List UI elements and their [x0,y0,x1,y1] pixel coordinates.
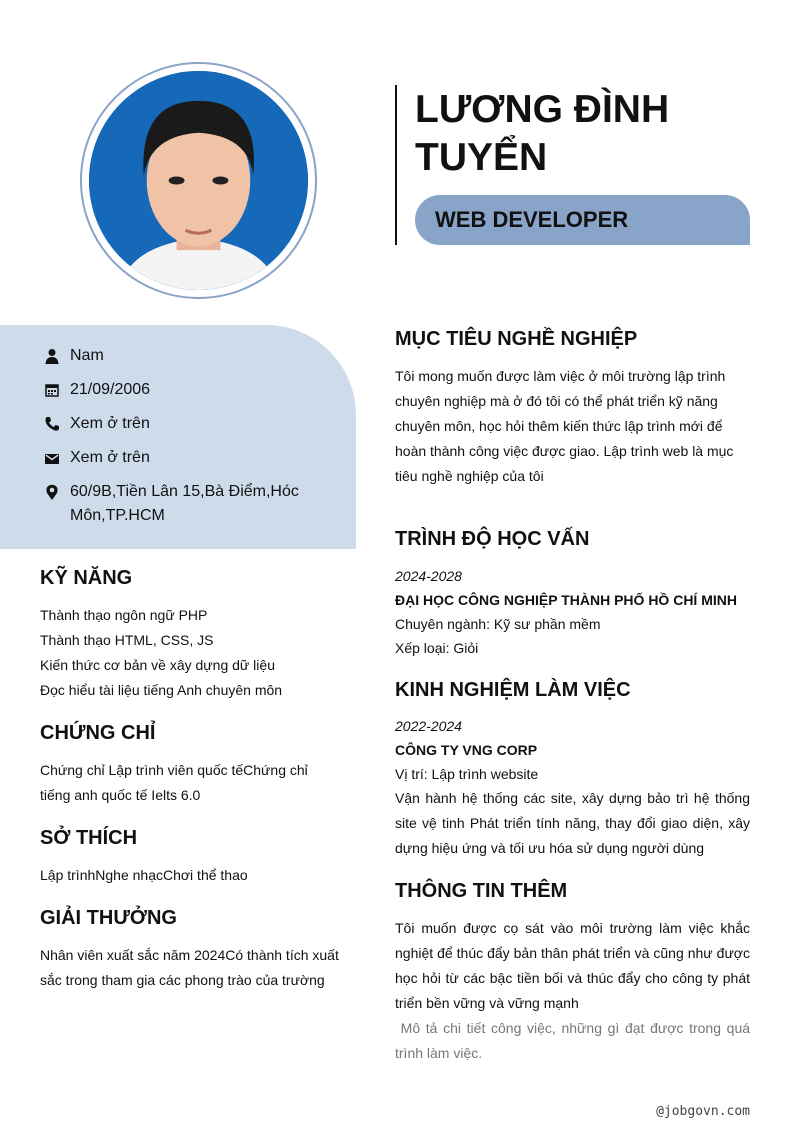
mail-icon [44,450,60,466]
birthday-value: 21/09/2006 [70,381,151,398]
experience-heading: KINH NGHIỆM LÀM VIỆC [395,679,631,701]
location-icon [44,484,60,500]
education-grade: Xếp loại: Giỏi [395,640,479,656]
education-period: 2024-2028 [395,568,462,584]
objective-heading: MỤC TIÊU NGHỀ NGHIỆP [395,328,638,350]
skill-item: Đọc hiểu tài liệu tiếng Anh chuyên môn [40,682,283,698]
contact-address [44,480,324,528]
certs-heading: CHỨNG CHỈ [40,722,156,744]
hobbies-text: Lập trìnhNghe nhạcChơi thể thao [40,867,248,883]
awards-text: Nhân viên xuất sắc năm 2024Có thành tích xuất sắc trong tham gia các phong trào của trường [40,947,339,988]
profile-photo [80,62,317,299]
footer-watermark: @jobgovn.com [656,1104,750,1119]
job-title-badge: WEB DEVELOPER [415,195,750,245]
portrait-image [89,71,308,290]
experience-description: Vận hành hệ thống các site, xây dựng bảo trì hệ thống site vệ tinh Phát triển tính năng, thay đổi giao diện, xây dựng hiệu ứng và tối ưu hóa sử dụng người dùng [395,790,750,856]
skills-heading: KỸ NĂNG [40,567,133,589]
extra-section [395,916,754,1066]
candidate-name: LƯƠNG ĐÌNH TUYỂN [415,88,670,179]
address-value: 60/9B,Tiền Lân 15,Bà Điểm,Hóc Môn,TP.HCM [70,483,299,524]
user-icon [44,348,60,364]
experience-position: Vị trí: Lập trình website [395,766,539,782]
phone-value: Xem ở trên [70,415,150,432]
awards-heading: GIẢI THƯỞNG [40,907,177,929]
calendar-icon [44,382,60,398]
contact-email [44,446,324,470]
experience-entry [395,714,750,861]
phone-icon [44,416,60,432]
education-school: ĐẠI HỌC CÔNG NGHIỆP THÀNH PHỐ HỒ CHÍ MINH [395,592,737,608]
experience-company: CÔNG TY VNG CORP [395,742,538,758]
education-entry [395,564,750,660]
skills-list [40,603,340,703]
skill-item: Thành thạo HTML, CSS, JS [40,632,214,648]
contact-panel [0,325,356,549]
title-divider [395,85,397,245]
hobbies-heading: SỞ THÍCH [40,827,138,849]
certs-text: Chứng chỉ Lập trình viên quốc tếChứng chỉ tiếng anh quốc tế Ielts 6.0 [40,762,308,803]
experience-period: 2022-2024 [395,718,462,734]
contact-phone [44,412,324,436]
email-value: Xem ở trên [70,449,150,466]
gender-value: Nam [70,347,104,364]
education-heading: TRÌNH ĐỘ HỌC VẤN [395,528,590,550]
extra-heading: THÔNG TIN THÊM [395,880,568,902]
extra-text: Tôi muốn được cọ sát vào môi trường làm việc khắc nghiệt để thúc đẩy bản thân phát triển và cũng như được học hỏi từ các bậc tiền bối và thúc đẩy cho công ty phát triển bền vững và vững mạnh [395,920,750,1011]
contact-gender [44,344,324,368]
contact-birthday [44,378,324,402]
skill-item: Thành thạo ngôn ngữ PHP [40,607,208,623]
extra-placeholder: Mô tả chi tiết công việc, những gì đạt được trong quá trình làm việc. [395,1020,754,1061]
education-major: Chuyên ngành: Kỹ sư phần mềm [395,616,601,632]
objective-text: Tôi mong muốn được làm việc ở môi trường lập trình chuyên nghiệp mà ở đó tôi có thể phát triển kỹ năng chuyên môn, học hỏi thêm kiến thức lập trình mới để hoàn thành công việc được giao. Lập trình web là mục tiêu nghề nghiệp của tôi [395,368,734,484]
skill-item: Kiến thức cơ bản về xây dựng dữ liệu [40,657,275,673]
